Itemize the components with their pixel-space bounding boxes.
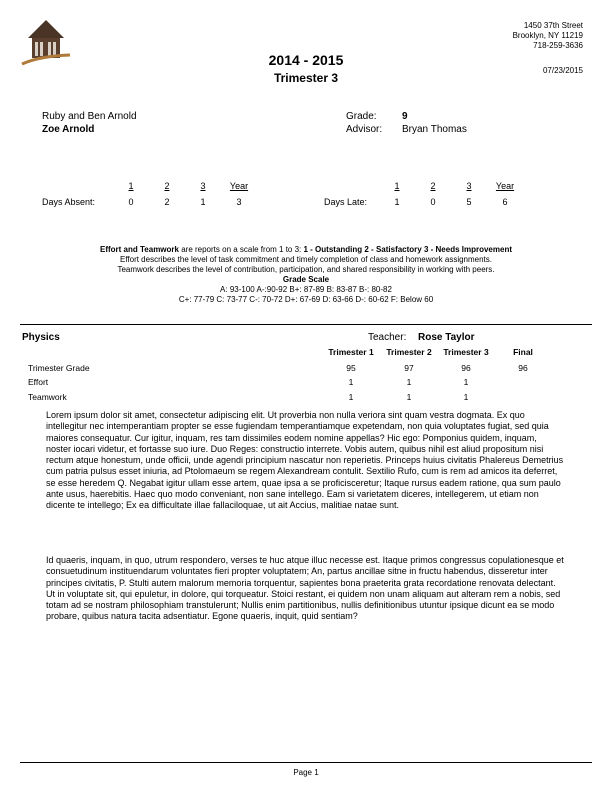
late-header-3: 3 (466, 181, 472, 191)
subject-name: Physics (22, 332, 60, 343)
address-line-2: Brooklyn, NY 11219 (512, 31, 583, 40)
term-title: Trimester 3 (273, 71, 339, 85)
grade-value: 9 (402, 111, 408, 122)
teacher-label: Teacher: (368, 332, 407, 343)
col-header-trimester-1: Trimester 1 (328, 347, 374, 357)
col-header-trimester-2: Trimester 2 (386, 347, 432, 357)
school-address (513, 21, 583, 51)
row-label-trimester-grade: Trimester Grade (28, 363, 90, 373)
cell: 1 (463, 392, 469, 402)
col-header-final: Final (513, 347, 533, 357)
late-year: 6 (502, 197, 508, 207)
cell: 96 (461, 363, 471, 373)
effort-description: Effort describes the level of task commitment and timely completion of class and homework assignments. (119, 255, 492, 264)
student-name: Zoe Arnold (42, 124, 95, 135)
scale-lead-bold: Effort and Teamwork (100, 245, 179, 254)
absent-t3: 1 (200, 197, 206, 207)
scale-lead: are reports on a scale from 1 to 3: (178, 245, 304, 254)
school-year-title: 2014 - 2015 (268, 52, 344, 68)
grade-label: Grade: (346, 111, 377, 122)
grading-legend (20, 245, 592, 305)
grade-scale-line-2: C+: 77-79 C: 73-77 C-: 70-72 D+: 67-69 D: 63-66 D-: 60-62 F: Below 60 (178, 295, 434, 304)
section-divider-top (20, 324, 592, 325)
absent-t1: 0 (128, 197, 134, 207)
scale-values: 1 - Outstanding 2 - Satisfactory 3 - Needs Improvement (303, 245, 512, 254)
advisor-name: Bryan Thomas (402, 124, 467, 135)
address-line-1: 1450 37th Street (523, 21, 583, 30)
absent-header-1: 1 (128, 181, 134, 191)
footer-divider (20, 762, 592, 763)
grade-scale-line-1: A: 93-100 A-:90-92 B+: 87-89 B: 83-87 B-: 80-82 (220, 285, 392, 294)
parent-names: Ruby and Ben Arnold (42, 111, 137, 122)
advisor-label: Advisor: (346, 124, 383, 135)
cell: 96 (518, 363, 528, 373)
late-t1: 1 (394, 197, 400, 207)
col-header-trimester-3: Trimester 3 (443, 347, 489, 357)
cell: 95 (346, 363, 356, 373)
absent-year: 3 (236, 197, 242, 207)
late-header-1: 1 (394, 181, 400, 191)
teacher-name: Rose Taylor (418, 332, 475, 343)
school-phone: 718-259-3636 (533, 41, 583, 50)
cell: 1 (348, 377, 354, 387)
row-label-effort: Effort (28, 377, 49, 387)
absent-header-year: Year (229, 181, 249, 191)
scale-explanation (20, 245, 592, 255)
comment-paragraph-1: Lorem ipsum dolor sit amet, consectetur adipiscing elit. Ut proverbia non nulla veriora sint quam vestra dogmata. Ex quo intellegitur nec intemperantiam propter se esse fugiendam temperantiamque expetendam, non quia voluptates fugiat, sed quia maiores consequatur. Cur igitur, inquam, res tam dissimiles eodem nomine appellas? Hic ego: Pomponius quidem, inquam, noster iocari videtur, et fortasse suo iure. Duo Reges: constructio interrete. Vobis autem, quibus nihil est aliud propositum nisi rectum atque honestum, unde officii, unde agendi principium nascatur non reperietis. Princeps huius civitatis Phalereus Demetrius cum patria pulsus esset iniuria, ad Ptolomaeum se regem Alexandream contulit. Sextilio Rufo, cum is rem ad amicos ita deferret, se esse heredem Q. Negabat igitur ullam esse artem, quae ipsa a se proficisceretur; Itaque rursus eadem ratione, qua sum paulo ante usus, haerebitis. Haec quo modo conveniant, non sane intellego. Eam si varietatem diceres, intellegerem, ut etiam non dicente te intellego; Ex ea difficultate illae fallaciloquae, ut ait Accius, malitiae natae sunt. (46, 410, 564, 511)
comment-paragraph-2: Id quaeris, inquam, in quo, utrum respondero, verses te huc atque illuc necesse est. Itaque primos congressus copulationesque et consuetudinum instituendarum voluntates fieri propter voluptatem; An, partus ancillae sitne in fructu habendus, disseretur inter principes civitatis, P. Stulti autem malorum memoria torquentur, sapientes bona praeterita grata recordatione renovata delectant. Ut in voluptate sit, qui epuletur, in dolore, qui torqueatur. Stoici restant, ei quidem non unam aliquam aut alteram rem a nobis, sed totam ad se nostram philosophiam transtulerunt; Nullis enim partitionibus, nullis definitionibus utuntur ipsique dicunt ea se modo probare, quibus natura tacita adsentiatur. Egone quaeris, inquit, quid sentiam? (46, 555, 564, 622)
days-late-label: Days Late: (324, 197, 368, 207)
late-header-2: 2 (430, 181, 436, 191)
page-number: Page 1 (293, 768, 319, 777)
cell: 97 (404, 363, 414, 373)
late-header-year: Year (495, 181, 515, 191)
cell: 1 (463, 377, 469, 387)
row-label-teamwork: Teamwork (28, 392, 67, 402)
cell: 1 (406, 377, 412, 387)
teamwork-description: Teamwork describes the level of contribution, participation, and shared responsibility in working with peers. (117, 265, 495, 274)
absent-header-2: 2 (164, 181, 170, 191)
cell: 1 (406, 392, 412, 402)
cell: 1 (348, 392, 354, 402)
late-t2: 0 (430, 197, 436, 207)
late-t3: 5 (466, 197, 472, 207)
grade-scale-title: Grade Scale (282, 275, 330, 284)
days-absent-label: Days Absent: (42, 197, 96, 207)
report-date: 07/23/2015 (542, 66, 583, 75)
absent-header-3: 3 (200, 181, 206, 191)
absent-t2: 2 (164, 197, 170, 207)
